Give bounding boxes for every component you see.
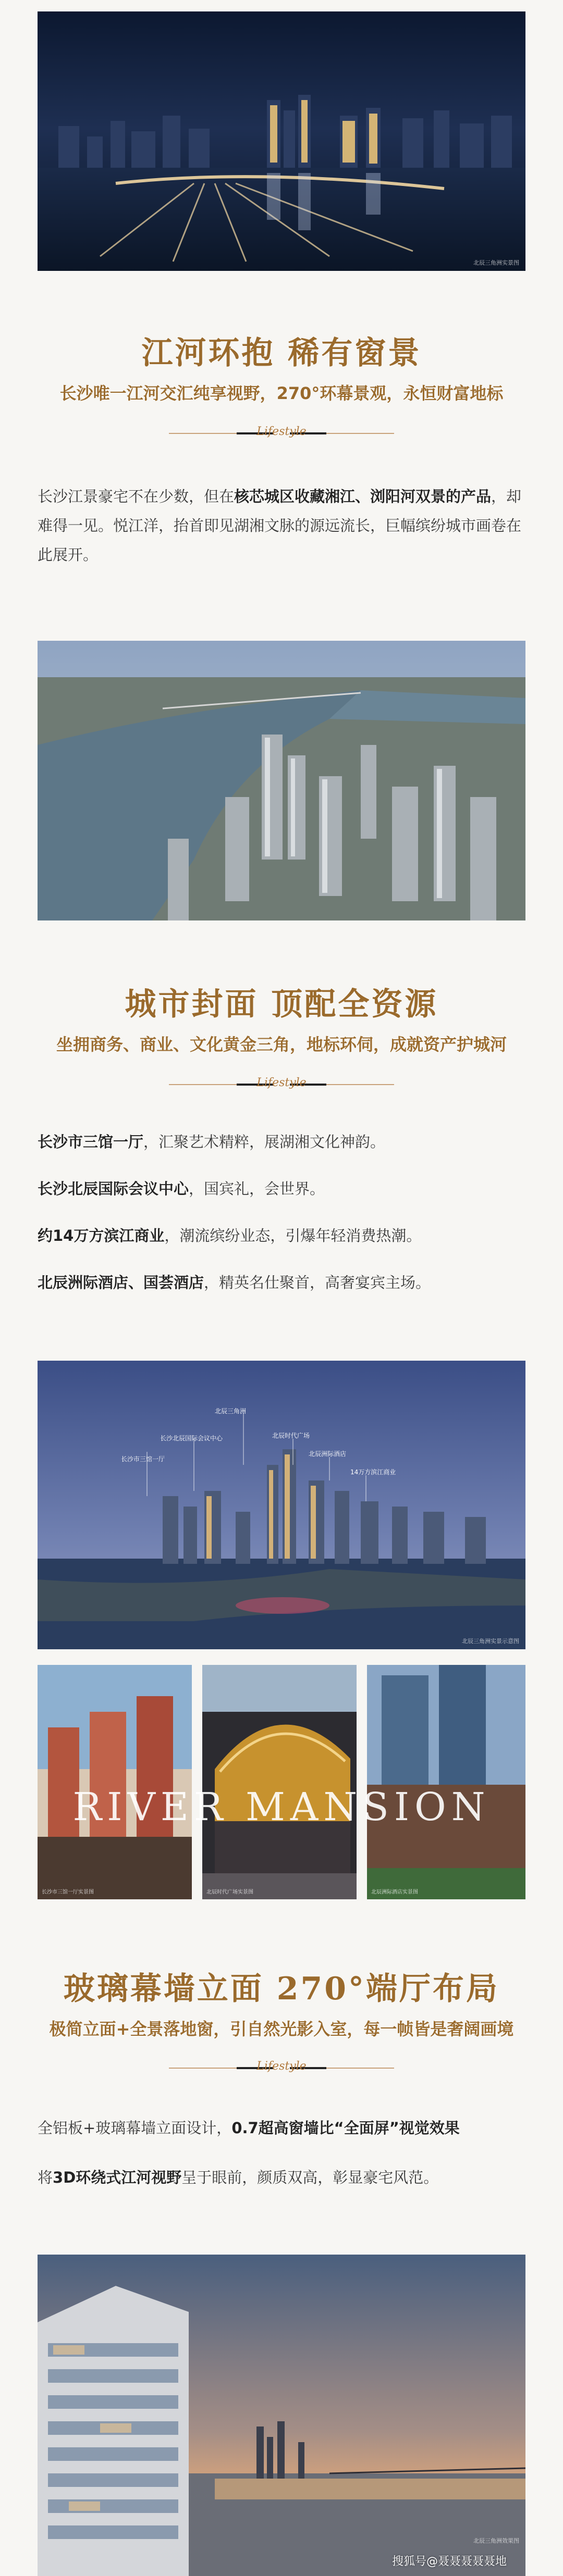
map-label: 14万方滨江商业 [350, 1469, 396, 1476]
source-watermark: 搜狐号@聂聂聂聂聂地 [391, 2555, 507, 2568]
image-caption: 北辰三角洲效果图 [473, 2537, 519, 2544]
map-label: 北辰时代广场 [272, 1432, 310, 1439]
facade-emphasis: 3D环绕式江河视野 [53, 2169, 182, 2186]
map-label: 长沙市三馆一厅 [121, 1455, 165, 1463]
feature-line [38, 1272, 525, 1293]
para-emphasis: 核芯城区收藏湘江、浏阳河双景的产品 [234, 488, 492, 505]
facade-text: 呈于眼前，颜质双高，彰显豪宅风范。 [181, 2169, 439, 2186]
para-text: ，却难得一见。悦江洋，抬首即见湖湘文脉的源远流长，巨幅缤纷城市画卷在此展开。 [38, 488, 522, 564]
map-label: 北辰洲际酒店 [309, 1450, 347, 1458]
section-subtitle: 坐拥商务、商业、文化黄金三角，地标环伺，成就资产护城河 [56, 1035, 507, 1054]
section-title: 玻璃幕墙立面 270°端厅布局 [63, 1971, 500, 2007]
para-text: 长沙江景豪宅不在少数，但在 [38, 488, 235, 505]
overlay-wordmark: RIVER MANSION [72, 1785, 491, 1830]
facade-line [38, 2167, 525, 2188]
feature-emphasis: 长沙市三馆一厅 [38, 1133, 144, 1151]
feature-text: ，潮流缤纷业态，引爆年轻消费热潮。 [164, 1227, 422, 1245]
divider-script: Lifestyle [256, 2060, 307, 2073]
image-caption: 北辰三角洲实景图 [473, 259, 519, 266]
divider-script: Lifestyle [256, 425, 307, 438]
facade-line [38, 2118, 525, 2138]
feature-emphasis: 约14万方滨江商业 [38, 1227, 165, 1245]
section-title: 江河环抱 稀有窗景 [141, 335, 422, 371]
dusk-skyline-image [38, 1361, 525, 1649]
map-label: 北辰三角洲 [215, 1408, 247, 1415]
image-caption: 北辰时代广场实景图 [206, 1889, 253, 1895]
image-caption: 北辰三角洲实景示意图 [462, 1638, 519, 1645]
image-caption: 长沙市三馆一厅实景图 [42, 1889, 94, 1895]
feature-text: ，汇聚艺术精粹，展湖湘文化神韵。 [143, 1133, 386, 1151]
ornament-divider [169, 423, 394, 444]
facade-text: 全铝板+玻璃幕墙立面设计， [38, 2119, 232, 2137]
feature-emphasis: 长沙北辰国际会议中心 [38, 1180, 189, 1198]
facade-emphasis: 0.7超高窗墙比“全面屏”视觉效果 [231, 2119, 460, 2137]
ornament-divider [169, 2058, 394, 2079]
feature-text: ，精英名仕聚首，高奢宴宾主场。 [204, 1274, 431, 1291]
feature-line [38, 1178, 525, 1199]
landmark-trio-image [38, 1665, 525, 1899]
map-label: 长沙北辰国际会议中心 [160, 1435, 223, 1442]
feature-text: ，国宾礼，会世界。 [189, 1180, 325, 1198]
building-render-image [38, 2255, 525, 2576]
image-caption: 北辰洲际酒店实景图 [371, 1889, 418, 1895]
feature-emphasis: 北辰洲际酒店、国荟酒店 [38, 1274, 204, 1291]
feature-line [38, 1131, 525, 1152]
section-subtitle: 极简立面+全景落地窗，引自然光影入室，每一帧皆是奢阔画境 [49, 2019, 514, 2039]
aerial-river-image [38, 641, 525, 920]
section-title: 城市封面 顶配全资源 [125, 986, 438, 1023]
divider-script: Lifestyle [256, 1076, 307, 1089]
night-city-panorama-image [38, 11, 525, 271]
intro-paragraph [38, 482, 525, 569]
facade-text: 将 [38, 2169, 53, 2186]
ornament-divider [169, 1074, 394, 1095]
feature-line [38, 1225, 525, 1246]
section-subtitle: 长沙唯一江河交汇纯享视野，270°环幕景观，永恒财富地标 [59, 383, 504, 403]
